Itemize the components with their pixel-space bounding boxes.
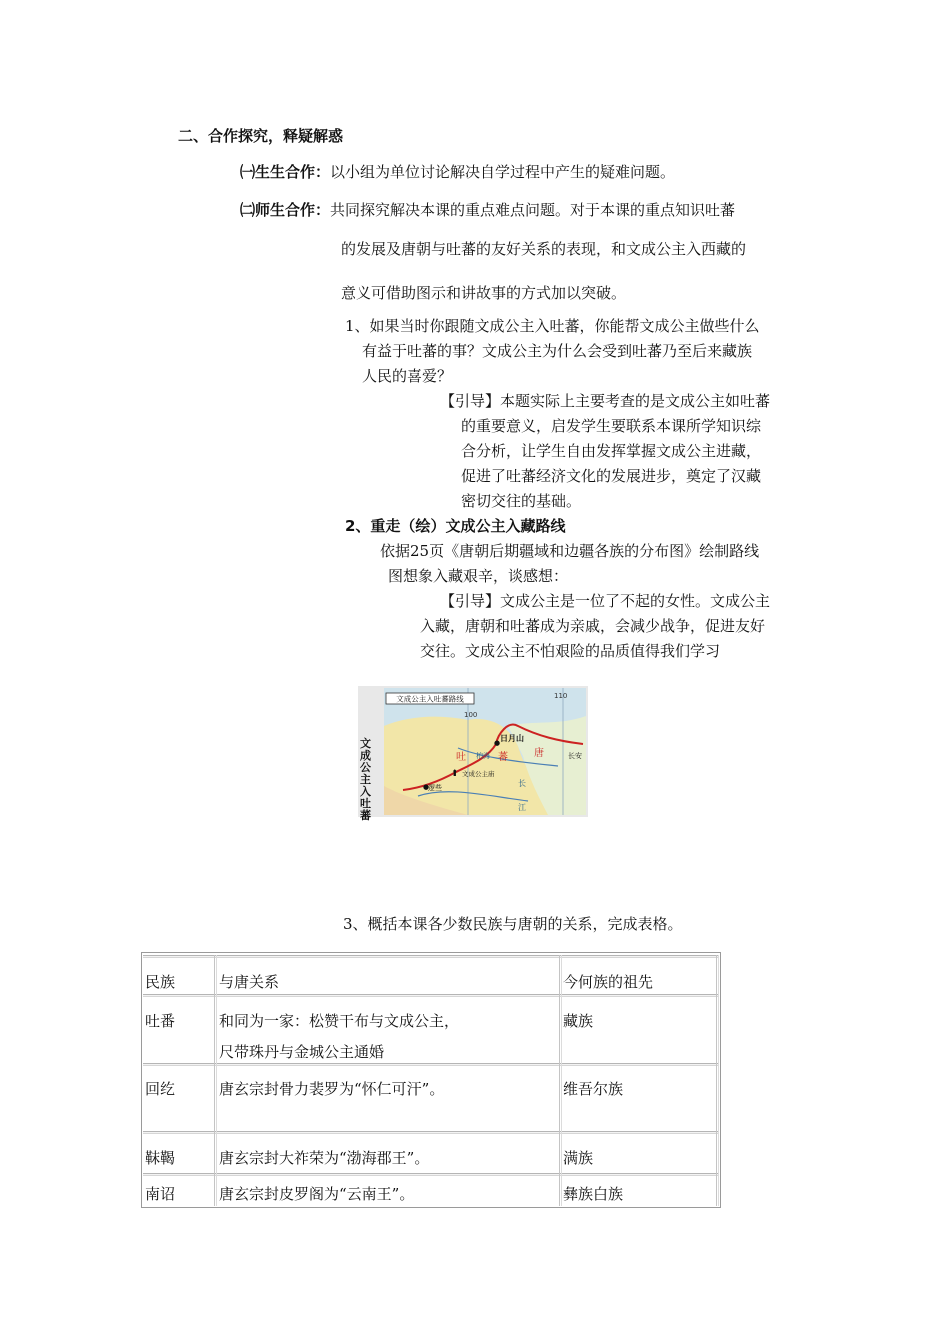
table-cell-relation: 唐玄宗封大祚荣为“渤海郡王”。: [219, 1149, 430, 1167]
map-marker-temple: ⬆: [451, 769, 459, 779]
q1-line-3: 人民的喜爱？: [362, 367, 453, 385]
table-rule: [143, 1173, 719, 1176]
route-map-image: [358, 686, 588, 822]
map-label-luoxie: 逻些: [428, 784, 442, 792]
table-cell-relation: 和同为一家：松赞干布与文成公主，: [219, 1012, 460, 1030]
q1-line-1: 1、如果当时你跟随文成公主入吐蕃，你能帮文成公主做些什么: [345, 317, 760, 335]
table-cell-ancestor: 满族: [563, 1149, 594, 1167]
q1-guide-line-1: 【引导】本题实际上主要考查的是文成公主如吐蕃: [440, 392, 771, 410]
q2-guide-line-2: 入藏，唐朝和吐蕃成为亲戚，会减少战争，促进友好: [420, 617, 766, 635]
map-label-100: 100: [464, 711, 478, 719]
table-header-ancestor: 今何族的祖先: [563, 973, 654, 991]
part2-label: ㈡师生合作：: [240, 201, 331, 219]
table-cell-ancestor: 维吾尔族: [563, 1080, 624, 1098]
table-cell-ancestor: 藏族: [563, 1012, 594, 1030]
table-header-ethnic: 民族: [145, 973, 176, 991]
table-rule: [143, 1131, 719, 1134]
table-cell-ancestor: 彝族白族: [563, 1185, 624, 1203]
table-header-relation: 与唐关系: [219, 973, 280, 991]
table-cell-relation: 唐玄宗封皮罗阁为“云南王”。: [219, 1185, 415, 1203]
table-rule-top: [143, 955, 719, 958]
q2-title: 2、重走（绘）文成公主入藏路线: [345, 517, 566, 535]
q2-guide-line-3: 交往。文成公主不怕艰险的品质值得我们学习: [420, 642, 721, 660]
route-map-svg: [358, 686, 588, 817]
q1-line-2: 有益于吐蕃的事？文成公主为什么会受到吐蕃乃至后来藏族: [362, 342, 753, 360]
table-cell-relation: 唐玄宗封骨力裴罗为“怀仁可汗”。: [219, 1080, 445, 1098]
part2-paragraph: [240, 198, 735, 222]
map-label-110: 110: [554, 692, 568, 700]
map-label-changan: 长安: [568, 752, 582, 760]
part1-text: 以小组为单位讨论解决自学过程中产生的疑难问题。: [330, 163, 676, 181]
q1-guide-line-3: 合分析，让学生自由发挥掌握文成公主进藏，: [461, 442, 762, 460]
map-label-fan: 蕃: [498, 752, 508, 763]
q1-guide-line-4: 促进了吐蕃经济文化的发展进步，奠定了汉藏: [461, 467, 762, 485]
map-label-jiang: 江: [518, 803, 526, 812]
map-side-title: 文成公主入吐蕃: [360, 737, 371, 822]
q3-text: 3、概括本课各少数民族与唐朝的关系，完成表格。: [343, 915, 683, 933]
map-label-tu: 吐: [456, 752, 466, 763]
table-col-rule: [716, 955, 719, 1206]
q2-line-1: 依据25页《唐朝后期疆域和边疆各族的分布图》绘制路线: [380, 542, 760, 560]
part2-line-3: 意义可借助图示和讲故事的方式加以突破。: [341, 284, 627, 302]
part1-paragraph: [240, 160, 675, 184]
table-cell-relation-line2: 尺带珠丹与金城公主通婚: [219, 1043, 385, 1061]
table-cell-ethnic: 回纥: [145, 1080, 176, 1098]
map-marker-riyueshan: ●: [494, 739, 501, 747]
table-cell-ethnic: 靺鞨: [145, 1149, 176, 1167]
section-title: 二、合作探究，释疑解惑: [178, 127, 344, 145]
q2-guide-line-1: 【引导】文成公主是一位了不起的女性。文成公主: [440, 592, 771, 610]
part2-line-2: 的发展及唐朝与吐蕃的友好关系的表现，和文成公主入西藏的: [341, 240, 747, 258]
q1-guide-line-5: 密切交往的基础。: [461, 492, 582, 510]
part2-line-1: 共同探究解决本课的重点难点问题。对于本课的重点知识吐蕃: [330, 201, 736, 219]
q2-line-2: 图想象入藏艰辛，谈感想：: [388, 567, 569, 585]
relations-table: [141, 952, 721, 1208]
map-box-title: 文成公主入吐蕃路线: [396, 694, 464, 704]
table-col-rule: [559, 955, 562, 1206]
map-label-bohai: 柏海: [476, 752, 490, 760]
table-cell-ethnic: 南诏: [145, 1185, 176, 1203]
q1-guide-line-2: 的重要意义，启发学生要联系本课所学知识综: [461, 417, 762, 435]
map-label-wenchang: 文成公主庙: [462, 770, 495, 778]
table-col-rule: [214, 955, 217, 1206]
map-label-chang: 长: [518, 779, 526, 788]
table-cell-ethnic: 吐番: [145, 1012, 176, 1030]
map-label-tang: 唐: [534, 748, 544, 759]
map-marker-luoxie: ●: [423, 783, 430, 791]
map-label-riyueshan: 日月山: [500, 734, 524, 743]
part1-label: ㈠生生合作：: [240, 163, 331, 181]
